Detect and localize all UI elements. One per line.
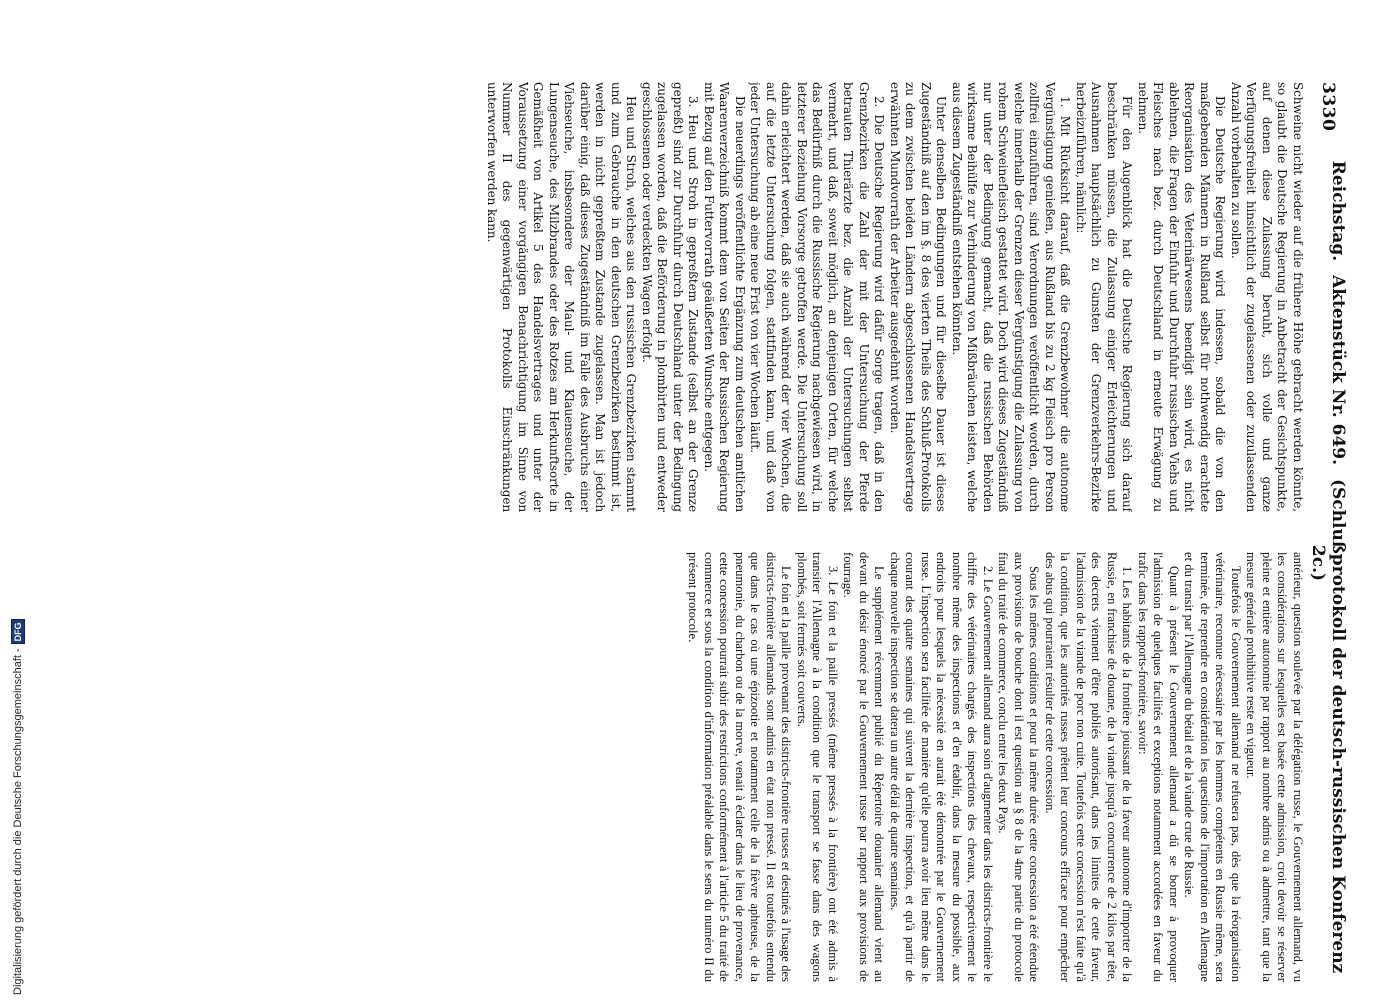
- paragraph: 1. Les habitants de la frontière jouissant de la faveur autonome d'importer de la Russie, en franchise de douane, de la viande jusqu'à concurrence de 2 kilos par tête, des decrets viennent d'être publiés autorisant, dans les limites de cette faveur, l'admission de la viande de porc non cuite. Toutefois cette concession n'est faite qu'à la condition, que les autorités russes prêtent leur concours efficace pour empêcher des abus qui pourraient résulter de cette concession.: [1043, 552, 1135, 982]
- paragraph: Schweine nicht wieder auf die frühere Höhe gebracht werden könnte, so glaubt die Deutsche Regierung in Anbetracht der Gesichtspunkte, auf denen diese Zulassung beruht, sich volle und ganze Verfügungsfreiheit hinsichtlich der zugelassenen oder zuzulassenden Anzahl vorbehalten zu sollen.: [1229, 82, 1305, 512]
- paragraph: 3. Heu und Stroh in gepreßtem Zustande (selbst an der Grenze gepreßt) sind zur Durchfuhr durch Deutschland unter der Bedingung zugelassen worden, daß die Beförderung in plombirten und entweder geschlossenen oder verdeckten Wagen erfolgt.: [640, 82, 701, 512]
- rotated-document-page: [255, 82, 1348, 992]
- paragraph: Unter denselben Bedingungen und für dieselbe Dauer ist dieses Zugeständniß auf den im §. 8 des vierten Theils des Schluß-Protokolls zu dem zwischen beiden Ländern abgeschlossenen Handelsvertrage erwähnten Mundvorrath der Arbeiter ausgedehnt worden.: [888, 82, 949, 512]
- page-number: 3330: [1318, 82, 1338, 132]
- paragraph: Heu und Stroh, welches aus den russischen Grenzbezirken stammt und zum Gebrauche in den deutschen Grenzbezirken bestimmt ist, werden in nicht gepreßtem Zustande zugelassen. Man ist jedoch darüber einig, daß dieses Zugeständniß im Falle des Ausbruchs einer Viehseuche, insbesondere der Maul- und Klauenseuche, der Lungenseuche, des Milzbrandes oder des Rotzes am Herkunftsorte in Gemäßheit von Artikel 5 des Handelsvertrages und unter der Voraussetzung einer vorgängigen Benachrichtigung im Sinne von Nummer II des gegenwärtigen Protokolls Einschränkungen unterworfen werden kann.: [485, 82, 639, 512]
- paragraph: 2. Die Deutsche Regierung wird dafür Sorge tragen, daß in den Grenzbezirken die Zahl der mit der Untersuchung der Pferde betrauten Thierärzte bez. die Anzahl der Untersuchungen selbst vermehrt, und daß, soweit möglich, an denjenigen Orten, für welche das Bedürfniß durch die Russische Regierung nachgewiesen wird, in letzterer Beziehung Vorsorge getroffen werde. Die Untersuchung soll dahin erleichtert werden, daß sie auch während der vier Wochen, die auf die letzte Untersuchung folgen, stattfinden kann, und daß von jeder Untersuchung ab eine neue Frist von vier Wochen läuft.: [748, 82, 887, 512]
- credit-text: Digitalisierung gefördert durch die Deutsche Forschungsgemeinschaft -: [12, 648, 24, 995]
- page-header: [1308, 82, 1348, 992]
- paragraph: Die Deutsche Regierung wird indessen, sobald die von den maßgebenden Männern in Rußland selbst für nothwendig erachtete Reorganisation des Veterinärwesens beendigt sein wird, es nicht ablehnen, die Fragen der Einfuhr und Durchfuhr russischen Viehs und Fleisches nach bez. durch Deutschland in erneute Erwägung zu nehmen.: [1136, 82, 1228, 512]
- paragraph: Le foin et la paille provenant des districts-frontière russes et destinés à l'usage des districts-frontière allemands sont admis en état non pressé. Il est toutefois entendu que dans le cas où une épizootie et notamment celle de la fièvre aphteuse, de la pneumonie, du charbon ou de la morve, venait à éclater dans le lieu de provenance, cette concession pourrait subir des restrictions conformément à l'article 5 du traité de commerce et sous la condition d'information préalable dans le sens du numéro II du présent protocole.: [686, 552, 794, 982]
- title-part: Reichstag.: [1328, 160, 1348, 262]
- title-part: Aktenstück Nr. 649.: [1328, 275, 1348, 466]
- credit-line: [11, 619, 25, 995]
- digitization-credit: [0, 600, 22, 1000]
- french-text-column: [265, 552, 1305, 982]
- paragraph: Le supplément récemment publié du Répertoire douanier allemand vient au devant du désir énoncé par le Gouvernement russe par rapport aux provisions de fourrage.: [841, 552, 887, 982]
- paragraph: antérieur, question soulevée par la délégation russe, le Gouvernement allemand, vu les considérations sur lesquelles est basée cette admission, croit devoir se réserver pleine et entière autonomie par rapport au nombre admis ou à admettre, tant que la mesure générale prohibitive reste en vigueur.: [1244, 552, 1305, 982]
- german-text-column: [265, 82, 1305, 512]
- page-title: [1308, 142, 1348, 992]
- paragraph: 3. Le foin et la paille pressés (même pressés à la frontière) ont été admis à transiter l'Allemagne à la condition que le transport se fasse dans des wagons plombés, soit fermés soit couverts.: [795, 552, 840, 982]
- paragraph: Die neuerdings veröffentlichte Ergänzung zum deutschen amtlichen Waarenverzeichniß kommt dem von Seiten der Russischen Regierung mit Bezug auf den Futtervorrath geäußerten Wunsche entgegen.: [702, 82, 747, 512]
- title-part: (Schlußprotokoll der deutsch-russischen Konferenz 2c.): [1308, 478, 1348, 974]
- dfg-logo: DFG: [11, 619, 25, 644]
- paragraph: 2. Le Gouvernement allemand aura soin d'augmenter dans les districts-frontière le chiffre des vétérinaires chargés des inspections des chevaux, respectivement le nombre même des inspections et d'en établir, dans la mesure du possible, aux endroits pour lesquels la nécessité en aurait été démontrée par le Gouvernement russe. L'inspection sera facilitée de manière qu'elle pourra avoir lieu même dans le courant des quatre semaines qui suivent la dernière inspection, et qu'à partir de chaque nouvelle inspection se datera un autre délai de quatre semaines.: [888, 552, 995, 982]
- paragraph: Toutefois le Gouvernement allemand ne refusera pas, dès que la réorganisation vétérinaire, reconnue nécessaire par les hommes compétents en Russie même, sera terminée, de reprendre en considération les questions de l'importation en Allemagne et du transit par l'Allemagne du bétail et de la viande crue de Russie.: [1182, 552, 1243, 982]
- paragraph: 1. Mit Rücksicht darauf, daß die Grenzbewohner die autonome Vergünstigung genießen, aus Rußland bis zu 2 kg Fleisch pro Person zollfrei einzuführen, sind Verordnungen veröffentlicht worden, durch welche innerhalb der Grenzen dieser Vergünstigung die Zulassung von rohem Schweinefleisch gestattet wird. Doch wird dieses Zugeständniß nur unter der Bedingung gemacht, daß die russischen Behörden wirksame Beihülfe zur Verhinderung von Mißbräuchen leisten, welche aus diesem Zugeständniß entstehen könnten.: [950, 82, 1073, 512]
- paragraph: Quant à présent le Gouvernement allemand a dû se borner à provoquer l'admission de quelques facilités et exceptions notamment accordées en faveur du trafic dans les rapports-frontière, savoir:: [1136, 552, 1181, 982]
- paragraph: Sous les mêmes conditions et pour la même durée cette concession a été étendue aux provisions de bouche dont il est question au § 8 de la 4me partie du protocole final du traité de commerce, conclu entre les deux Pays.: [996, 552, 1042, 982]
- paragraph: Für den Augenblick hat die Deutsche Regierung sich darauf beschränken müssen, die Zulassung einiger Erleichterungen und Ausnahmen hauptsächlich zu Gunsten der Grenzverkehrs-Bezirke herbeizuführen, nämlich:: [1074, 82, 1135, 512]
